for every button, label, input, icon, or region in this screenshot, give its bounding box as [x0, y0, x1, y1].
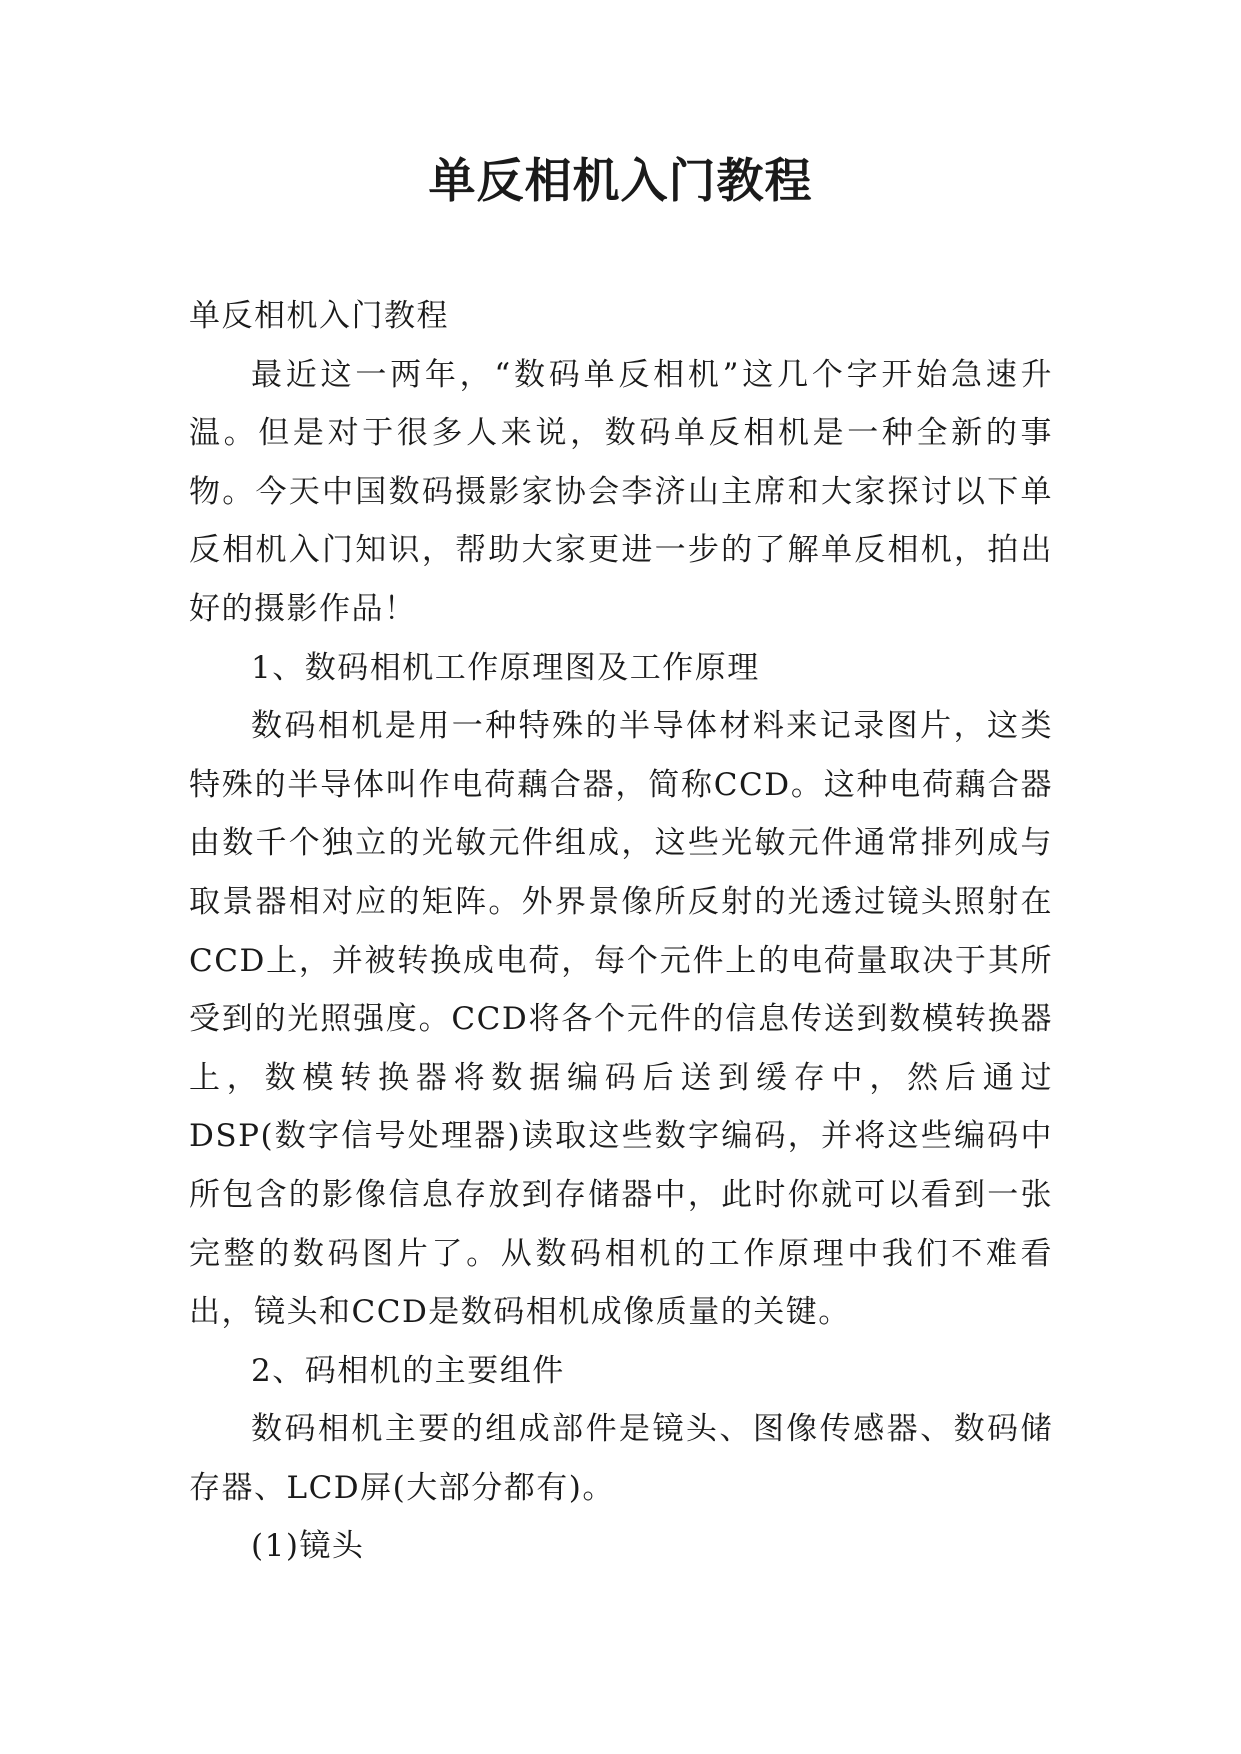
paragraph-components: 数码相机主要的组成部件是镜头、图像传感器、数码储存器、LCD屏(大部分都有)。 [189, 1411, 1053, 1506]
subsection-heading-lens: (1)镜头 [251, 1528, 365, 1565]
section-heading-1: 1、数码相机工作原理图及工作原理 [251, 649, 760, 686]
document-title: 单反相机入门教程 [428, 154, 813, 209]
document-body [189, 287, 1053, 1576]
paragraph-heading: 单反相机入门教程 [189, 298, 449, 334]
section-heading-2: 2、码相机的主要组件 [251, 1352, 565, 1389]
paragraph-working-principle: 数码相机是用一种特殊的半导体材料来记录图片，这类特殊的半导体叫作电荷藕合器，简称CCD。这种电荷藕合器由数千个独立的光敏元件组成，这些光敏元件通常排列成与取景器相对应的矩阵。外界景像所反射的光透过镜头照射在CCD上，并被转换成电荷，每个元件上的电荷量取决于其所受到的光照强度。CCD将各个元件的信息传送到数模转换器上，数模转换器将数据编码后送到缓存中，然后通过DSP(数字信号处理器)读取这些数字编码，并将这些编码中所包含的影像信息存放到存储器中，此时你就可以看到一张完整的数码图片了。从数码相机的工作原理中我们不难看出，镜头和CCD是数码相机成像质量的关键。 [189, 708, 1053, 1331]
paragraph-intro: 最近这一两年，“数码单反相机”这几个字开始急速升温。但是对于很多人来说，数码单反相机是一种全新的事物。今天中国数码摄影家协会李济山主席和大家探讨以下单反相机入门知识，帮助大家更进一步的了解单反相机，拍出好的摄影作品！ [189, 356, 1053, 627]
